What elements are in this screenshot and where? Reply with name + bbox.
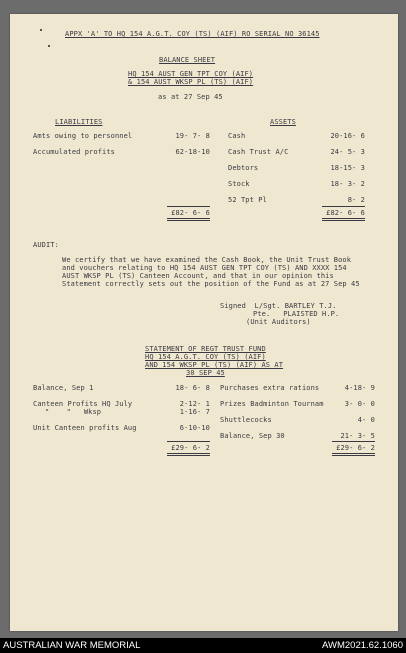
liability-label: Amts owing to personnel <box>33 132 133 140</box>
subtotal-rule <box>167 206 210 207</box>
total-rule <box>322 220 365 221</box>
balance-sheet-title: BALANCE SHEET <box>159 56 216 64</box>
total-rule <box>167 455 210 456</box>
receipt-label: Balance, Sep 1 <box>33 384 94 392</box>
signed-line: (Unit Auditors) <box>246 318 311 326</box>
asset-label: Cash Trust A/C <box>228 148 289 156</box>
receipt-amount: 6-10-10 <box>179 424 210 432</box>
balance-date: as at 27 Sep 45 <box>158 93 223 101</box>
receipt-label: Unit Canteen profits Aug <box>33 424 137 432</box>
payment-label: Prizes Badminton Tournam <box>220 400 324 408</box>
asset-amount: 20-16- 6 <box>330 132 365 140</box>
trust-fund-title: HQ 154 A.G.T. COY (TS) (AIF) <box>145 353 266 361</box>
asset-amount: 24- 5- 3 <box>330 148 365 156</box>
ink-mark <box>40 29 42 31</box>
asset-label: Debtors <box>228 164 259 172</box>
total-rule <box>332 453 375 454</box>
assets-heading: ASSETS <box>270 118 296 126</box>
asset-label: Cash <box>228 132 246 140</box>
audit-text-line: AUST WKSP PL (TS) Canteen Account, and that in our opinion this <box>62 272 334 280</box>
payment-label: Shuttlecocks <box>220 416 272 424</box>
footer-accession-number: AWM2021.62.1060 <box>322 640 403 651</box>
receipt-amount: 2-12- 1 <box>179 400 210 408</box>
signed-line: Signed L/Sgt. BARTLEY T.J. <box>220 302 337 310</box>
audit-text-line: and vouchers relating to HQ 154 AUST GEN TPT COY (TS) AND XXXX 154 <box>62 264 347 272</box>
liabilities-heading: LIABILITIES <box>55 118 103 126</box>
trust-fund-title: 30 SEP 45 <box>186 369 225 377</box>
archive-footer <box>0 638 406 653</box>
total-rule <box>332 455 375 456</box>
unit-line-2: & 154 AUST WKSP PL (TS) (AIF) <box>128 78 254 86</box>
receipt-amount: 18- 6- 8 <box>175 384 210 392</box>
audit-heading: AUDIT: <box>33 241 59 249</box>
total-rule <box>322 218 365 219</box>
payment-amount: 4-18- 9 <box>344 384 375 392</box>
asset-label: Stock <box>228 180 250 188</box>
receipts-total: £29- 6- 2 <box>171 444 210 452</box>
payment-amount: 3- 0- 0 <box>344 400 375 408</box>
asset-amount: 18-15- 3 <box>330 164 365 172</box>
total-rule <box>167 453 210 454</box>
appendix-line: APPX 'A' TO HQ 154 A.G.T. COY (TS) (AIF) RO SERIAL NO 36145 <box>65 30 320 38</box>
payment-label: Purchases extra rations <box>220 384 320 392</box>
subtotal-rule <box>322 206 365 207</box>
trust-fund-title: STATEMENT OF REGT TRUST FUND <box>145 345 266 353</box>
asset-amount: 18- 3- 2 <box>330 180 365 188</box>
asset-amount: 8- 2 <box>347 196 365 204</box>
subtotal-rule <box>332 441 375 442</box>
payment-label: Balance, Sep 30 <box>220 432 285 440</box>
document-page <box>10 14 398 631</box>
unit-line-1: HQ 154 AUST GEN TPT COY (AIF) <box>128 70 254 78</box>
trust-fund-title: AND 154 WKSP PL (TS) (AIF) AS AT <box>145 361 284 369</box>
receipt-amount: 1-16- 7 <box>179 408 210 416</box>
subtotal-rule <box>167 441 210 442</box>
audit-text-line: Statement correctly sets out the position of the Fund as at 27 Sep 45 <box>62 280 360 288</box>
footer-institution: AUSTRALIAN WAR MEMORIAL <box>3 640 141 651</box>
audit-text-line: We certify that we have examined the Cash Book, the Unit Trust Book <box>62 256 352 264</box>
assets-total: £82- 6- 6 <box>326 209 365 217</box>
asset-label: 52 Tpt Pl <box>228 196 267 204</box>
ink-mark <box>48 45 50 47</box>
receipt-label: " " Wksp <box>45 408 102 416</box>
liability-amount: 19- 7- 8 <box>175 132 210 140</box>
liability-label: Accumulated profits <box>33 148 115 156</box>
payment-amount: 4- 0 <box>357 416 375 424</box>
liability-amount: 62-18-10 <box>175 148 210 156</box>
receipt-label: Canteen Profits HQ July <box>33 400 133 408</box>
payments-total: £29- 6- 2 <box>336 444 375 452</box>
payment-amount: 21- 3- 5 <box>340 432 375 440</box>
total-rule <box>167 218 210 219</box>
total-rule <box>167 220 210 221</box>
signed-line: Pte. PLAISTED H.P. <box>253 310 340 318</box>
liabilities-total: £82- 6- 6 <box>171 209 210 217</box>
